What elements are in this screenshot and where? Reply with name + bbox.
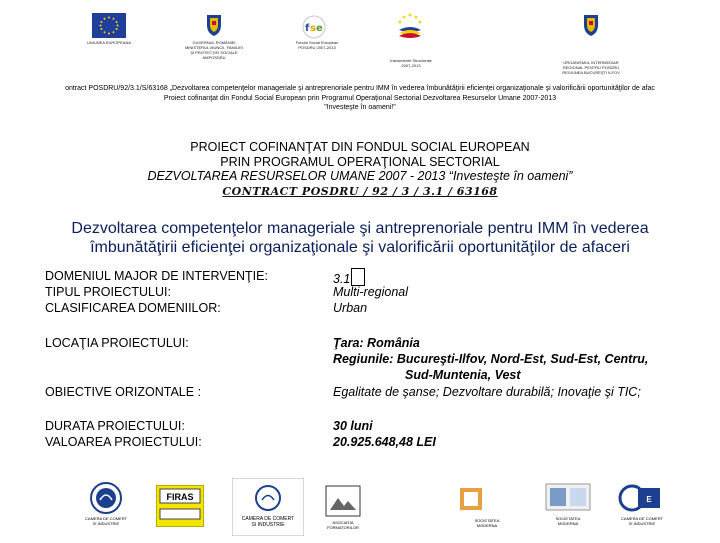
location-label: LOCAŢIA PROIECTULUI:: [45, 336, 189, 350]
svg-text:FORMATORILOR: FORMATORILOR: [327, 525, 359, 530]
svg-text:MODERNA: MODERNA: [557, 521, 579, 526]
classification-label: CLASIFICAREA DOMENIILOR:: [45, 301, 221, 315]
regions-line-1: Regiunile: Bucureşti-Ilfov, Nord-Est, Sud-Est, Centru,: [333, 352, 649, 366]
motto: "Investeşte în oameni!": [324, 104, 396, 111]
domain-label: DOMENIUL MAJOR DE INTERVENŢIE:: [45, 269, 268, 283]
objectives-label: OBIECTIVE ORIZONTALE :: [45, 385, 202, 399]
heading-line-2: PRIN PROGRAMUL OPERAŢIONAL SECTORIAL: [220, 155, 500, 169]
partner-logo-4: [320, 480, 366, 543]
svg-text:f: f: [305, 23, 310, 34]
project-title-line-2: îmbunătăţirii eficienţei organizaţionale şi valorificării oportunităţilor de afaceri: [90, 239, 630, 256]
eu-flag-logo: [92, 13, 126, 43]
instrumente-structurale-logo: [393, 12, 427, 47]
project-title-line-1: Dezvoltarea competenţelor manageriale şi antreprenoriale pentru IMM în vederea: [71, 220, 649, 237]
partner-logo-5: [452, 478, 522, 541]
fse-caption: Fondul Social European POSDRU 2007-2013: [295, 40, 339, 50]
svg-text:SOCIETATEA: SOCIETATEA: [555, 516, 581, 521]
svg-text:MODERNA: MODERNA: [476, 523, 498, 528]
domain-value: 3.1: [333, 272, 351, 286]
svg-text:ASOCIATIA: ASOCIATIA: [332, 520, 354, 525]
duration-value: 30 luni: [333, 419, 373, 433]
type-label: TIPUL PROIECTULUI:: [45, 285, 171, 299]
heading-line-3: DEZVOLTAREA RESURSELOR UMANE 2007 - 2013 “Investeşte în oameni”: [147, 169, 573, 183]
budget-value: 20.925.648,48 LEI: [333, 435, 436, 449]
svg-text:s: s: [310, 23, 316, 34]
svg-text:e: e: [316, 23, 323, 34]
svg-text:CAMERA DE COMERT: CAMERA DE COMERT: [85, 516, 127, 521]
svg-text:SOCIETATEA: SOCIETATEA: [474, 518, 500, 523]
oiposdru-coat-of-arms-icon: [582, 13, 600, 42]
svg-text:E: E: [646, 495, 652, 504]
regions-line-2: Sud-Muntenia, Vest: [405, 368, 521, 382]
romania-coat-of-arms-icon: [205, 13, 223, 42]
budget-label: VALOAREA PROIECTULUI:: [45, 435, 202, 449]
instrumente-caption: Instrumente Structurale 2007-2013: [390, 58, 432, 68]
partner-logo-1: [76, 480, 136, 537]
svg-text:CAMERA DE COMERT: CAMERA DE COMERT: [241, 516, 295, 522]
contract-line: ontract POSDRU/92/3.1/S/63168 „Dezvoltarea competenţelor manageriale şi antreprenoriale pentru IMM în vederea îmbunătăţirii eficienţei organizaţionale şi valorificării oportunităţilor de afac: [65, 85, 655, 92]
partner-logo-2: [156, 485, 204, 532]
svg-text:SI INDUSTRIE: SI INDUSTRIE: [92, 521, 120, 526]
firas-logo-text: FIRAS: [166, 492, 194, 502]
classification-value: Urban: [333, 301, 368, 315]
svg-text:SI INDUSTRIE: SI INDUSTRIE: [251, 522, 285, 528]
partner-logo-7: [612, 480, 672, 539]
partner-logo-3: [232, 478, 304, 541]
heading-line-1: PROIECT COFINANŢAT DIN FONDUL SOCIAL EUROPEAN: [190, 140, 530, 154]
svg-text:SI INDUSTRIE: SI INDUSTRIE: [628, 521, 656, 526]
ministry-caption: GUVERNUL ROMÂNIEI MINISTERUL MUNCII, FAMILIEI ŞI PROTECŢIEI SOCIALE AMPOSDRU: [184, 40, 244, 60]
eu-caption: UNIUNEA EUROPEANA: [86, 40, 131, 45]
objectives-value: Egalitate de şanse; Dezvoltare durabilă; Inovaţie şi TIC;: [333, 385, 641, 399]
oiposdru-caption: ORGANISMUL INTERMEDIAR REGIONAL PENTRU POSDRU REGIUNEA BUCUREŞTI ILFOV: [562, 60, 620, 75]
cofinance-line: Proiect cofinanţat din Fondul Social European prin Programul Operaţional Sectorial Dezvoltarea Resurselor Umane 2007-2013: [163, 95, 557, 102]
location-value: Ţara: România: [333, 336, 420, 350]
partner-logo-6: [540, 478, 596, 537]
type-value: Multi-regional: [333, 285, 409, 299]
contract-code: CONTRACT POSDRU / 92 / 3 / 3.1 / 63168: [222, 185, 498, 198]
svg-text:CAMERA DE COMERT: CAMERA DE COMERT: [621, 516, 663, 521]
duration-label: DURATA PROIECTULUI:: [45, 419, 185, 433]
